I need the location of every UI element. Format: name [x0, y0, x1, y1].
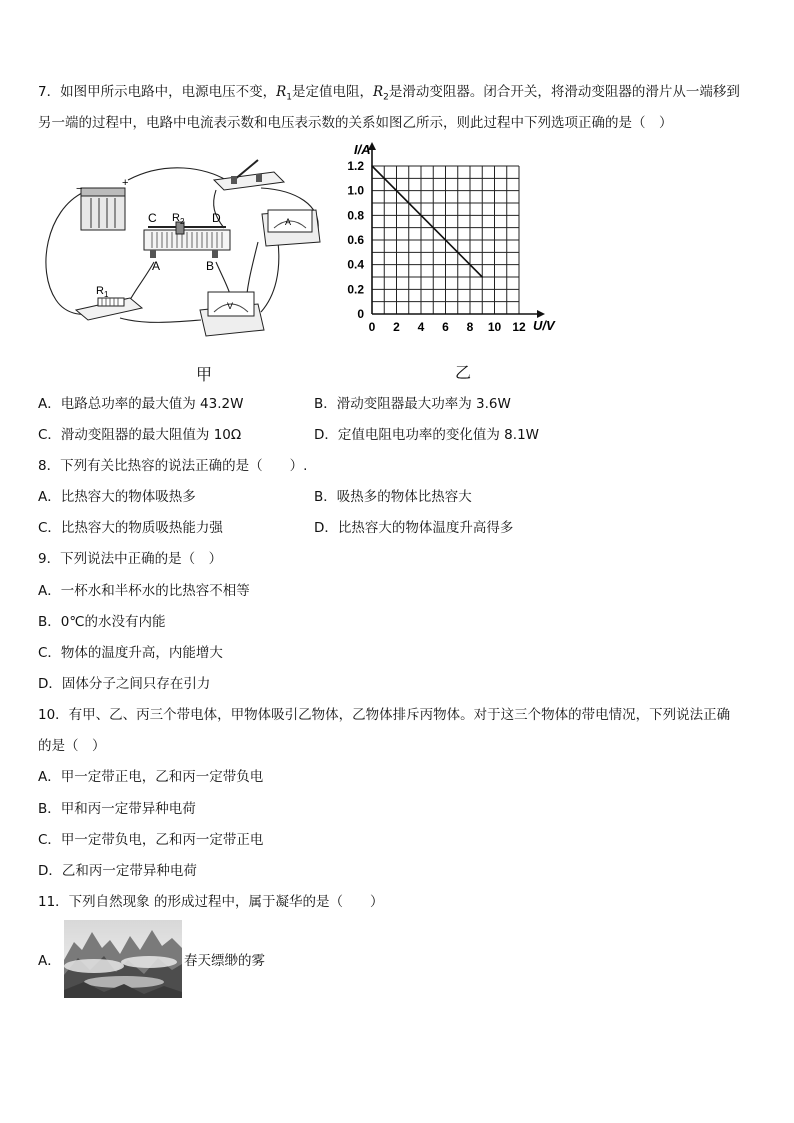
- wire: [120, 318, 201, 322]
- x-tick-label: 8: [466, 320, 474, 334]
- r1-label: $R_1$: [96, 285, 109, 299]
- q11-option-a-text[interactable]: 春天缥缈的雾: [184, 953, 265, 969]
- y-tick-label: 1.0: [347, 183, 364, 198]
- q7-stem-part3: 是滑动变阻器。闭合开关，将滑动变阻器的滑片从一端移到: [388, 84, 740, 100]
- rheostat-label: $R_2$: [172, 212, 185, 226]
- x-tick-label: 6: [442, 320, 449, 334]
- y-tick-label: 0.2: [347, 282, 364, 297]
- switch: [214, 160, 284, 190]
- q7-option-d[interactable]: D．定值电阻电功率的变化值为 8.1W: [314, 427, 540, 443]
- q7-option-c[interactable]: C．滑动变阻器的最大阻值为 10Ω: [38, 427, 242, 443]
- y-tick-label: 0.4: [347, 257, 364, 272]
- y-tick-label: 0.6: [347, 233, 364, 247]
- q7-stem-line1: [38, 82, 740, 108]
- y-tick-label: 1.2: [347, 159, 364, 173]
- q10-stem-line1: 10．有甲、乙、丙三个带电体，甲物体吸引乙物体，乙物体排斥丙物体。对于这三个物体的带电情况，下列说法正确: [38, 707, 731, 723]
- q7-stem-part1: 7．如图甲所示电路中，电源电压不变，: [38, 84, 277, 100]
- data-point: [371, 165, 373, 167]
- r2-symbol: R: [373, 84, 384, 100]
- q8-option-c[interactable]: C．比热容大的物质吸热能力强: [38, 520, 223, 536]
- x-tick-label: 4: [417, 320, 425, 334]
- q9-option-a[interactable]: A．一杯水和半杯水的比热容不相等: [38, 583, 250, 599]
- graph-caption: 乙: [455, 363, 472, 382]
- voltmeter: [200, 292, 264, 336]
- wire: [128, 168, 226, 180]
- q11-option-a-label[interactable]: A．: [38, 953, 61, 969]
- q10-option-b[interactable]: B．甲和丙一定带异种电荷: [38, 801, 196, 817]
- q7-option-a[interactable]: A．电路总功率的最大值为 43.2W: [38, 396, 244, 412]
- y-tick-label: 0: [357, 307, 364, 321]
- q9-option-c[interactable]: C．物体的温度升高，内能增大: [38, 645, 223, 661]
- battery: [76, 177, 128, 230]
- battery-plus-label: +: [122, 177, 129, 189]
- x-tick-label: 10: [487, 320, 502, 334]
- q8-stem: 8．下列有关比热容的说法正确的是（ ）.: [38, 458, 308, 474]
- q9-stem: 9．下列说法中正确的是（ ）: [38, 551, 223, 567]
- x-axis-label: U/V: [533, 318, 555, 333]
- battery-minus-label: −: [76, 183, 83, 195]
- q10-option-a[interactable]: A．甲一定带正电，乙和丙一定带负电: [38, 769, 264, 785]
- x-tick-label: 2: [393, 320, 400, 334]
- q11-stem: 11．下列自然现象 的形成过程中，属于凝华的是（ ）: [38, 894, 384, 910]
- circuit-caption: 甲: [196, 365, 213, 384]
- resistor-r1: [76, 285, 142, 320]
- x-tick-label: 12: [512, 320, 526, 334]
- q9-option-b[interactable]: B．0℃的水没有内能: [38, 614, 166, 630]
- q8-option-a[interactable]: A．比热容大的物体吸热多: [38, 489, 196, 505]
- q7-stem-line2: 另一端的过程中，电路中电流表示数和电压表示数的关系如图乙所示，则此过程中下列选项正确的是（ ）: [38, 115, 673, 131]
- r2-subscript: 2: [383, 92, 389, 103]
- q7-option-b[interactable]: B．滑动变阻器最大功率为 3.6W: [314, 396, 511, 412]
- ammeter-symbol: A: [285, 217, 292, 227]
- iu-graph: [340, 142, 570, 342]
- y-tick-label: 0.8: [347, 208, 364, 223]
- x-tick-label: 0: [368, 320, 376, 334]
- fog-mountain-image: [64, 920, 182, 998]
- q8-option-d[interactable]: D．比热容大的物体温度升高得多: [314, 520, 514, 536]
- x-axis-arrow: [537, 310, 545, 318]
- q10-option-c[interactable]: C．甲一定带负电，乙和丙一定带正电: [38, 832, 264, 848]
- q10-option-d[interactable]: D．乙和丙一定带异种电荷: [38, 863, 197, 879]
- terminal-c-label: C: [148, 211, 157, 225]
- r1-symbol: R: [276, 84, 287, 100]
- circuit-diagram: [36, 150, 336, 340]
- voltmeter-symbol: V: [227, 301, 234, 311]
- data-point: [481, 276, 483, 278]
- wire: [261, 242, 279, 312]
- q10-stem-line2: 的是（ ）: [38, 738, 106, 754]
- terminal-d-label: D: [212, 211, 221, 225]
- y-axis-label: I/A: [354, 142, 371, 157]
- q9-option-d[interactable]: D．固体分子之间只存在引力: [38, 676, 211, 692]
- q8-option-b[interactable]: B．吸热多的物体比热容大: [314, 489, 472, 505]
- terminal-b-label: B: [206, 259, 215, 273]
- q7-stem-part2: 是定值电阻，: [292, 84, 373, 100]
- ammeter: [262, 210, 320, 246]
- series-line: [372, 166, 482, 277]
- terminal-a-label: A: [152, 259, 161, 273]
- r1-subscript: 1: [286, 92, 292, 103]
